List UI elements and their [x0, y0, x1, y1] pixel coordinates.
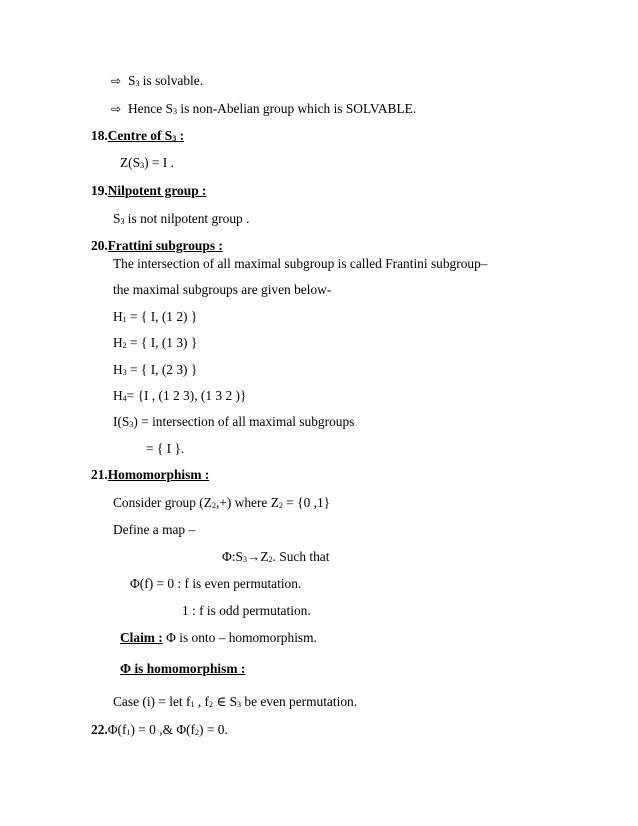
section-heading: 21.Homomorphism : [91, 467, 210, 482]
section-heading: 20.Frattini subgroups : [91, 238, 223, 253]
text-line: $I(S_3)$ = intersection of all maximal subgroups [113, 414, 355, 429]
text-line: ⇨ Hence $S_3$ is non-Abelian group which is SOLVABLE. [111, 101, 417, 116]
text-line: Claim : Φ is onto – homomorphism. [120, 630, 317, 645]
text-line: $H_4= \{I$ , (1 2 3), (1 3 2 )} [113, 388, 247, 403]
text-line: $H_3$ = { I, (2 3) } [113, 362, 198, 377]
text-line: $\Phi:S_3\to Z_2$. Such that [222, 549, 330, 564]
text-line: 1 : f is odd permutation. [182, 603, 311, 618]
arrow-right-icon: ⇨ [111, 74, 122, 88]
text-line: $22.\Phi(f_1) = 0$ ,& $\Phi(f_2) = 0$. [91, 722, 228, 737]
arrow-right-icon: ⇨ [111, 102, 122, 116]
section-heading: 18.Centre of $S_3$ : [91, 128, 185, 143]
section-heading: Φ is homomorphism : [120, 661, 246, 676]
text-line: Φ(f) = 0 : f is even permutation. [130, 576, 302, 591]
text-line: the maximal subgroups are given below- [113, 282, 332, 297]
text-line: $Z(S_3) = I$ . [120, 155, 174, 170]
text-line: ⇨ $S_3$ is solvable. [111, 73, 204, 88]
section-heading: 19.Nilpotent group : [91, 183, 207, 198]
text-line: Case (i) = let $f_1$ , $f_2$ ∈ $S_3$ be even permutation. [113, 694, 358, 709]
text-line: = { I }. [146, 441, 185, 456]
text-line: The intersection of all maximal subgroup is called Frantini subgroup– [113, 256, 488, 271]
text-line: $H_2$ = { I, (1 3) } [113, 335, 198, 350]
text-line: Define a map – [113, 522, 196, 537]
text-line: Consider group $(Z_2,+)$ where $Z_2 = \{0$ ,1} [113, 495, 331, 510]
text-line: $H_1$ = { I, (1 2) } [113, 309, 198, 324]
text-line: $S_3$ is not nilpotent group . [113, 211, 250, 226]
